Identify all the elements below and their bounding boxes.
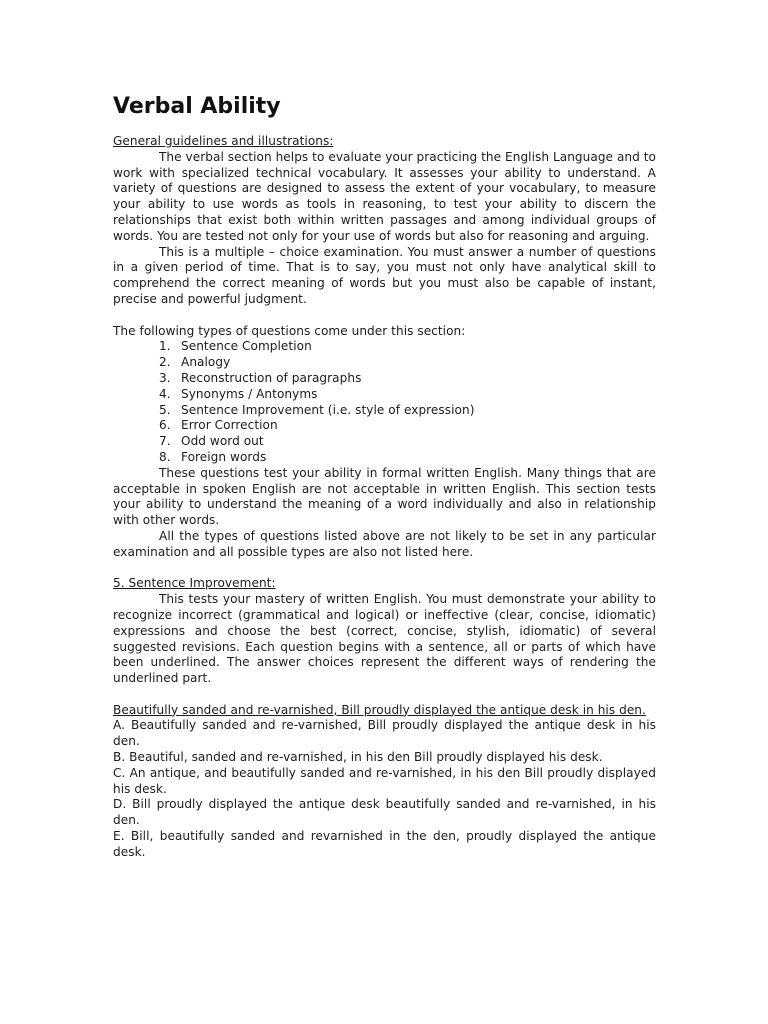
- list-item: [113, 371, 656, 387]
- list-item-label: Reconstruction of paragraphs: [181, 370, 362, 385]
- list-item-label: Analogy: [181, 355, 231, 370]
- answer-option-d: D. Bill proudly displayed the antique desk beautifully sanded and re-varnished, in his den.: [113, 797, 656, 828]
- list-item-number: 1.: [159, 339, 171, 354]
- guidelines-paragraph-1: The verbal section helps to evaluate your practicing the English Language and to work with specialized technical vocabulary. It assesses your ability to understand. A variety of questions are designed to assess the extent of your vocabulary, to measure your ability to use words as tools in reasoning, to test your ability to discern the relationships that exist both within written passages and among individual groups of words. You are tested not only for your use of words but also for reasoning and arguing.: [113, 149, 656, 243]
- guidelines-paragraph-2: This is a multiple – choice examination. You must answer a number of questions in a given period of time. That is to say, you must not only have analytical skill to comprehend the correct meaning of words but you must also be capable of instant, precise and powerful judgment.: [113, 244, 656, 306]
- question-types-paragraph-2: All the types of questions listed above are not likely to be set in any particular examination and all possible types are also not listed here.: [113, 528, 656, 559]
- spacer: [113, 308, 656, 324]
- answer-option-c: C. An antique, and beautifully sanded and re-varnished, in his den Bill proudly displayed his desk.: [113, 765, 656, 796]
- list-item-number: 5.: [159, 402, 171, 417]
- spacer: [113, 687, 656, 703]
- example-question-stem: Beautifully sanded and re-varnished, Bill proudly displayed the antique desk in his den.: [113, 702, 646, 717]
- list-item-number: 4.: [159, 386, 171, 401]
- list-item: [113, 387, 656, 403]
- sentence-improvement-heading: 5. Sentence Improvement:: [113, 576, 276, 591]
- sentence-improvement-paragraph: This tests your mastery of written English. You must demonstrate your ability to recognize incorrect (grammatical and logical) or ineffective (clear, concise, idiomatic) expressions and choose the best (correct, concise, stylish, idiomatic) of several suggested revisions. Each question begins with a sentence, all or parts of which have been underlined. The answer choices represent the different ways of rendering the underlined part.: [113, 592, 656, 686]
- list-item-label: Sentence Improvement (i.e. style of expression): [181, 402, 475, 417]
- list-item: [113, 355, 656, 371]
- list-item: [113, 418, 656, 434]
- list-item-label: Sentence Completion: [181, 339, 312, 354]
- answer-option-b: B. Beautiful, sanded and re-varnished, in his den Bill proudly displayed his desk.: [113, 750, 603, 765]
- list-item-label: Error Correction: [181, 418, 278, 433]
- list-item-number: 8.: [159, 449, 171, 464]
- list-item-label: Synonyms / Antonyms: [181, 386, 318, 401]
- list-item-label: Foreign words: [181, 449, 267, 464]
- list-item-number: 2.: [159, 355, 171, 370]
- question-types-list: [113, 339, 656, 465]
- page-title: Verbal Ability: [113, 94, 281, 119]
- question-types-paragraph-1: These questions test your ability in formal written English. Many things that are acceptable in spoken English are not acceptable in written English. This section tests your ability to understand the meaning of a word individually and also in relationship with other words.: [113, 465, 656, 528]
- list-item-number: 3.: [159, 370, 171, 385]
- list-item-label: Odd word out: [181, 434, 264, 449]
- guidelines-heading: General guidelines and illustrations:: [113, 134, 334, 148]
- document-page: [113, 92, 656, 861]
- document-body: [113, 134, 656, 861]
- list-item: [113, 339, 656, 355]
- answer-option-e: E. Bill, beautifully sanded and revarnished in the den, proudly displayed the antique desk.: [113, 829, 656, 859]
- list-item-number: 6.: [159, 418, 171, 433]
- list-item: [113, 450, 656, 466]
- list-item: [113, 403, 656, 419]
- question-types-intro: The following types of questions come under this section:: [113, 323, 466, 338]
- list-item: [113, 434, 656, 450]
- answer-option-a: A. Beautifully sanded and re-varnished, Bill proudly displayed the antique desk in his den.: [113, 718, 656, 749]
- list-item-number: 7.: [159, 434, 171, 449]
- spacer: [113, 561, 656, 577]
